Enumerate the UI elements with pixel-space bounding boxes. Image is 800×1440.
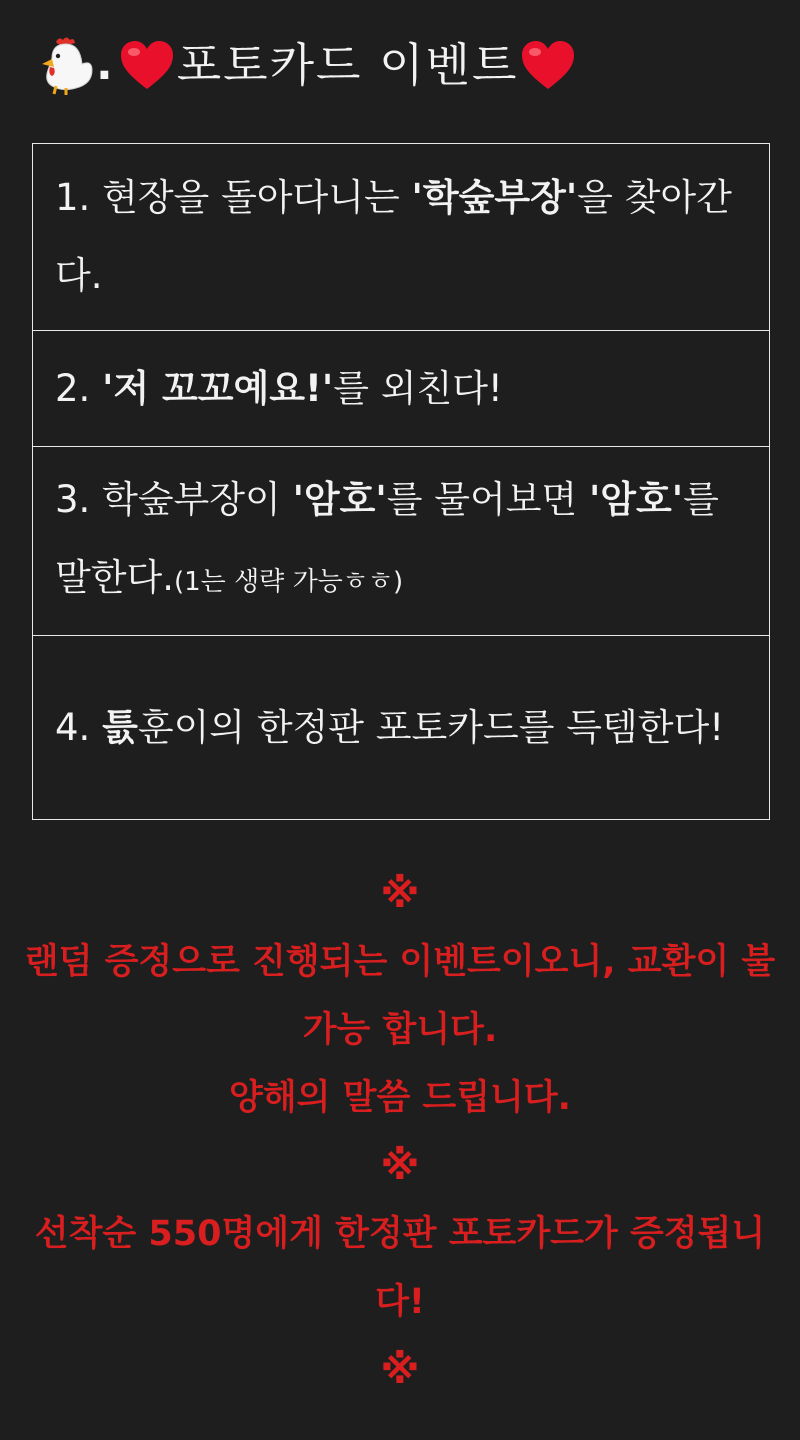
step-keyword: 틄 bbox=[102, 705, 138, 749]
step-number: 4. bbox=[55, 705, 91, 749]
notice-block-1 bbox=[20, 860, 780, 1404]
step-keyword: '암호' bbox=[292, 478, 387, 521]
heart-icon bbox=[520, 39, 576, 91]
step-2 bbox=[33, 331, 769, 447]
page-title: 포토카드 이벤트 bbox=[176, 38, 519, 92]
step-text: 학숲부장이 bbox=[102, 478, 293, 521]
notice-text: 선착순 550명에게 한정판 포토카드가 증정됩니다! bbox=[34, 1214, 766, 1322]
step-3 bbox=[33, 447, 769, 636]
step-number: 3. bbox=[55, 478, 91, 521]
step-text: 를 외친다! bbox=[333, 366, 503, 410]
title-dot: . bbox=[96, 39, 113, 90]
step-number: 2. bbox=[55, 366, 91, 410]
reference-mark: ※ bbox=[380, 1347, 420, 1393]
step-text: 을 찾아간다. bbox=[55, 176, 732, 297]
step-text: 를 물어보면 bbox=[386, 478, 589, 521]
notice-text: 양해의 말씀 드립니다. bbox=[229, 1078, 571, 1118]
step-text: 현장을 돌아다니는 bbox=[102, 176, 412, 219]
step-keyword: '학숲부장' bbox=[411, 176, 578, 219]
reference-mark: ※ bbox=[380, 1143, 420, 1189]
step-keyword: '암호' bbox=[588, 478, 684, 521]
event-steps-table bbox=[32, 143, 770, 820]
step-keyword: '저 꼬꼬예요!' bbox=[102, 366, 334, 410]
event-header bbox=[32, 30, 772, 100]
heart-icon bbox=[119, 39, 175, 91]
step-text: 를 말한다. bbox=[55, 478, 719, 599]
reference-mark: ※ bbox=[380, 871, 420, 917]
step-4 bbox=[33, 636, 769, 819]
chicken-icon bbox=[32, 34, 94, 96]
step-1 bbox=[33, 144, 769, 331]
notice-text: 랜덤 증정으로 진행되는 이벤트이오니, 교환이 불가능 합니다. bbox=[24, 942, 776, 1050]
step-text: 훈이의 한정판 포토카드를 득템한다! bbox=[137, 705, 725, 749]
step-number: 1. bbox=[55, 176, 91, 219]
step-note: (1는 생략 가능ㅎㅎ) bbox=[174, 567, 404, 597]
